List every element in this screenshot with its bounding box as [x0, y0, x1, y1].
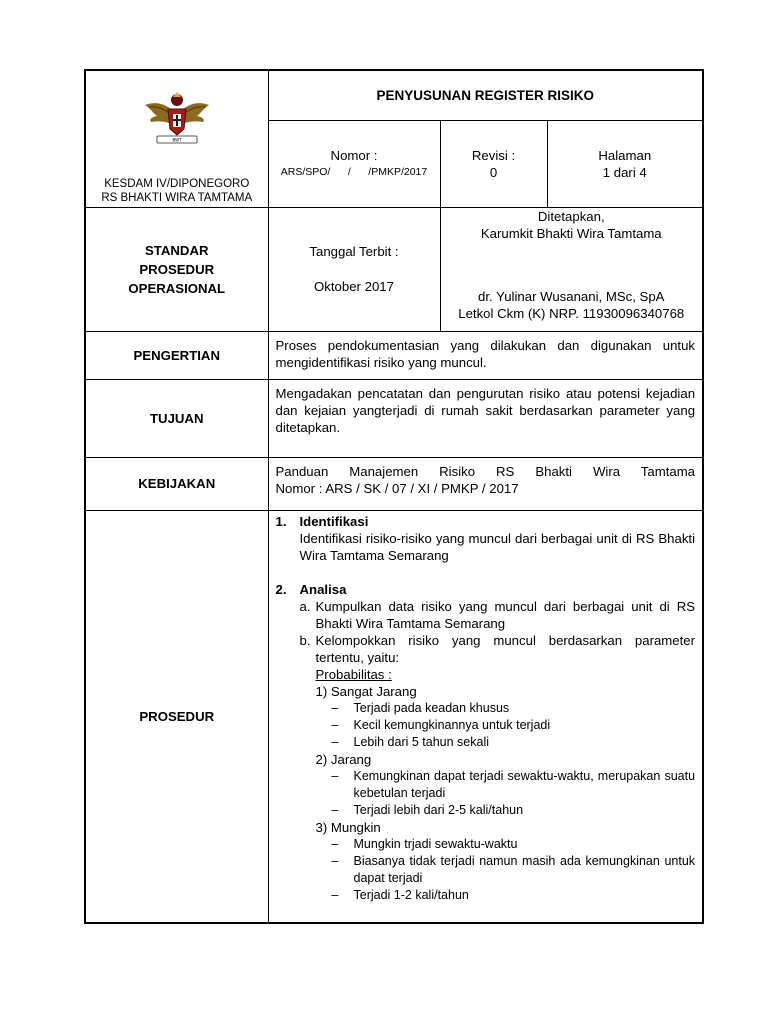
sop-document [84, 69, 702, 924]
pengertian-text: Proses pendokumentasian yang dilakukan dan digunakan untuk mengidentifikasi risiko yang muncul. [268, 331, 703, 379]
tujuan-text: Mengadakan pencatatan dan pengurutan risiko atau potensi kejadian dan kejaian yangterjadi di rumah sakit berdasarkan parameter yang ditetapkan. [268, 379, 703, 457]
dash-bullet: – [331, 700, 339, 715]
group-1-item-text: Kecil kemungkinannya untuk terjadi [353, 717, 551, 732]
logo-ribbon-text: BWT [172, 137, 182, 143]
group-3-title: 3) Mungkin [315, 819, 381, 835]
org-line-1: KESDAM IV/DIPONEGORO [104, 178, 250, 190]
step-2-title: Analisa [299, 581, 347, 597]
pengertian-label: PENGERTIAN [85, 331, 268, 379]
org-line-2: RS BHAKTI WIRA TAMTAMA [101, 192, 253, 204]
step-2b-item [276, 632, 696, 666]
group-1-item-text: Lebih dari 5 tahun sekali [353, 734, 490, 749]
group-2-title: 2) Jarang [315, 751, 372, 767]
nomor-cell [268, 120, 440, 207]
group-1-title: 1) Sangat Jarang [315, 683, 417, 699]
pengesahan-cell [440, 207, 703, 331]
probabilitas-label: Probabilitas : [315, 666, 392, 682]
nomor-label: Nomor : [330, 147, 378, 163]
group-3-item-text: Terjadi 1-2 kali/tahun [353, 887, 469, 902]
sop-label-line2: PROSEDUR [139, 261, 215, 277]
prosedur-label: PROSEDUR [85, 510, 268, 923]
jabatan-text: Karumkit Bhakti Wira Tamtama [480, 225, 662, 241]
sop-table [84, 69, 704, 924]
group-3-item-text: Mungkin trjadi sewaktu-waktu [353, 836, 518, 851]
dash-bullet: – [331, 734, 339, 749]
halaman-label: Halaman [598, 147, 652, 163]
group-2-item [276, 768, 696, 802]
halaman-cell [547, 120, 703, 207]
step-2-number: 2. [275, 581, 287, 597]
kebijakan-line-1: Panduan Manajemen Risiko RS Bhakti Wira Tamtama [275, 463, 696, 479]
kebijakan-line-2: Nomor : ARS / SK / 07 / XI / PMKP / 2017 [275, 480, 519, 496]
dash-bullet: – [331, 887, 339, 902]
step-1-text: Identifikasi risiko-risiko yang muncul dari berbagai unit di RS Bhakti Wira Tamtama Semarang [299, 530, 696, 563]
revisi-label: Revisi : [471, 147, 516, 163]
nomor-value: ARS/SPO/ / /PMKP/2017 [280, 165, 428, 178]
dash-bullet: – [331, 853, 339, 868]
logo-cell [85, 70, 268, 207]
step-1-number: 1. [275, 513, 287, 529]
revisi-cell [440, 120, 547, 207]
sop-label-cell [85, 207, 268, 331]
group-3-item [276, 836, 696, 853]
ditetapkan-text: Ditetapkan, [537, 208, 605, 224]
tujuan-label: TUJUAN [85, 379, 268, 457]
dash-bullet: – [331, 768, 339, 783]
group-1-item [276, 700, 696, 717]
sop-label-line3: OPERASIONAL [128, 280, 226, 296]
group-3-item [276, 853, 696, 887]
group-1-item [276, 717, 696, 734]
group-3-item-text: Biasanya tidak terjadi namun masih ada kemungkinan untuk dapat terjadi [353, 853, 696, 885]
group-3-item [276, 887, 696, 904]
kesdam-emblem-logo [143, 89, 211, 147]
step-2b-marker: b. [299, 632, 311, 648]
group-1-item-text: Terjadi pada keadan khusus [353, 700, 510, 715]
step-2a-text: Kumpulkan data risiko yang muncul dari berbagai unit di RS Bhakti Wira Tamtama Semarang [315, 598, 696, 631]
sop-label-line1: STANDAR [145, 242, 209, 258]
revisi-value: 0 [489, 164, 498, 180]
group-2-item-text: Terjadi lebih dari 2-5 kali/tahun [353, 802, 524, 817]
dash-bullet: – [331, 802, 339, 817]
step-2b-text: Kelompokkan risiko yang muncul berdasarkan parameter tertentu, yaitu: [315, 632, 696, 665]
step-2a-marker: a. [299, 598, 311, 614]
prosedur-cell [268, 510, 703, 923]
penandatangan-nrp: Letkol Ckm (K) NRP. 11930096340768 [458, 305, 685, 321]
group-2-item [276, 802, 696, 819]
dash-bullet: – [331, 836, 339, 851]
kebijakan-cell [268, 457, 703, 510]
halaman-value: 1 dari 4 [602, 164, 647, 180]
kebijakan-label: KEBIJAKAN [85, 457, 268, 510]
tanggal-terbit-value: Oktober 2017 [314, 278, 394, 294]
group-1-item [276, 734, 696, 751]
penandatangan-nama: dr. Yulinar Wusanani, MSc, SpA [478, 288, 665, 304]
tanggal-terbit-label: Tanggal Terbit : [309, 243, 399, 259]
step-1-title: Identifikasi [299, 513, 369, 529]
tanggal-terbit-cell [268, 207, 440, 331]
step-2-heading [276, 581, 696, 598]
dash-bullet: – [331, 717, 339, 732]
step-2a-item [276, 598, 696, 632]
step-1-heading [276, 513, 696, 530]
document-title: PENYUSUNAN REGISTER RISIKO [268, 70, 703, 120]
group-2-item-text: Kemungkinan dapat terjadi sewaktu-waktu, merupakan suatu kebetulan terjadi [353, 768, 696, 800]
